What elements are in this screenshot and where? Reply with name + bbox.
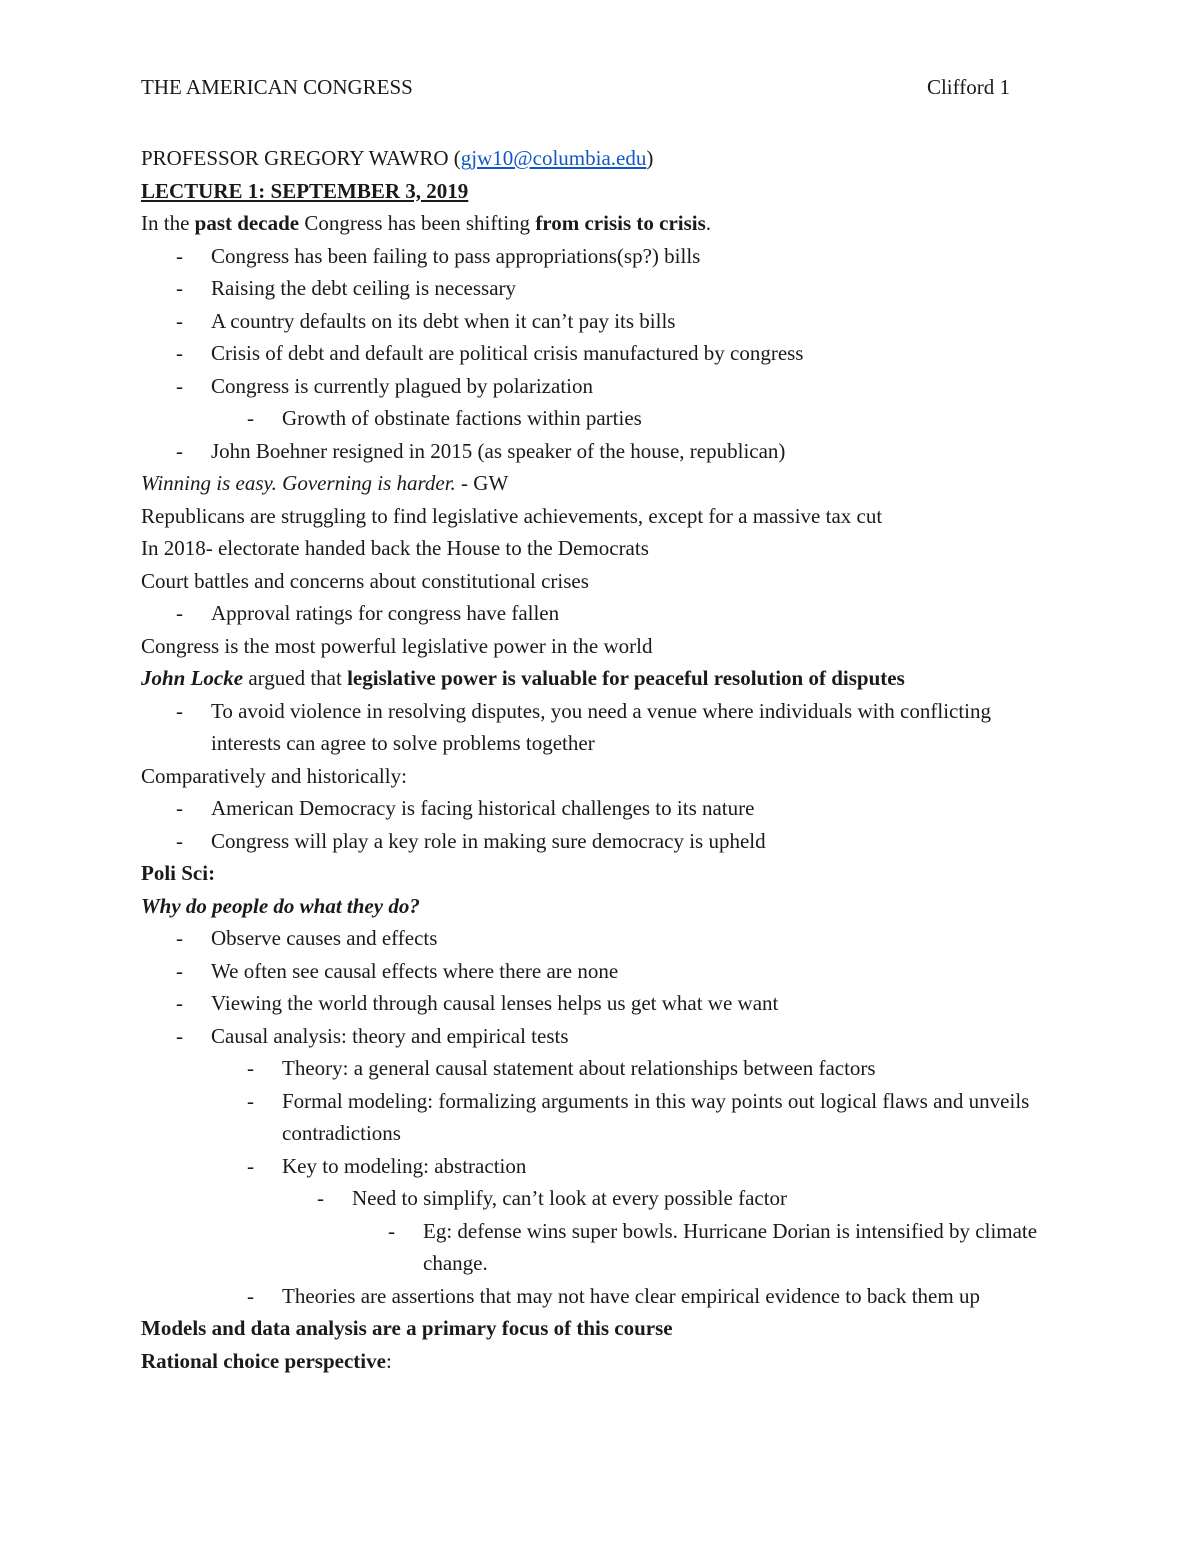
bullet-dash: -: [176, 991, 183, 1015]
list-item: [141, 825, 1061, 858]
list-item: [141, 792, 1061, 825]
text-line: Republicans are struggling to find legislative achievements, except for a massive tax cut: [141, 503, 883, 528]
bullet-dash: -: [176, 341, 183, 365]
email-link[interactable]: gjw10@columbia.edu: [460, 146, 647, 170]
bullet-dash: -: [247, 1088, 254, 1113]
list-item-text: To avoid violence in resolving disputes, you need a venue where individuals with conflicting interests can agree to solve problems together: [211, 698, 992, 755]
rational-tail: :: [385, 1348, 392, 1373]
page-number-label: Clifford 1: [926, 75, 1010, 99]
bullet-dash: -: [176, 796, 183, 820]
list-item: [141, 695, 1061, 760]
list-item-text: Viewing the world through causal lenses helps us get what we want: [211, 991, 779, 1015]
list-item: [141, 955, 1061, 988]
list-item-text: Crisis of debt and default are political crisis manufactured by congress: [211, 341, 804, 365]
list-item-text: Congress will play a key role in making sure democracy is upheld: [211, 828, 766, 853]
quote-attribution: - GW: [455, 471, 509, 495]
list-item: [141, 370, 1061, 403]
list-item: [141, 272, 1061, 305]
text-line: In 2018- electorate handed back the House to the Democrats: [141, 536, 649, 560]
list-item: [141, 1150, 1061, 1183]
list-item-text: Approval ratings for congress have fallen: [211, 601, 560, 625]
bullet-dash: -: [176, 698, 183, 723]
list-item-text: Observe causes and effects: [211, 926, 438, 950]
list-item-text: Key to modeling: abstraction: [282, 1153, 527, 1178]
intro-bold-1: past decade: [194, 211, 300, 235]
list-item: [141, 1182, 1061, 1215]
text-line: Court battles and concerns about constitutional crises: [141, 568, 589, 593]
professor-line: [141, 142, 1061, 175]
list-item-text: Congress is currently plagued by polarization: [211, 373, 593, 398]
list-item: [141, 1052, 1061, 1085]
list-item-text: Eg: defense wins super bowls. Hurricane Dorian is intensified by climate change.: [423, 1218, 1038, 1275]
bullet-dash: -: [176, 243, 183, 268]
list-item-text: A country defaults on its debt when it can’t pay its bills: [211, 308, 676, 333]
locke-bold: legislative power is valuable for peaceful resolution of disputes: [347, 666, 905, 690]
locke-line: [141, 662, 1061, 695]
bullet-dash: -: [176, 926, 183, 950]
quote-line: [141, 467, 1061, 500]
lecture-heading: LECTURE 1: SEPTEMBER 3, 2019: [141, 178, 469, 203]
document-body: [141, 142, 1061, 1377]
bullet-dash: -: [176, 958, 183, 983]
list-item-text: Causal analysis: theory and empirical tests: [211, 1023, 569, 1048]
list-item: [141, 1085, 1061, 1150]
section-question: Why do people do what they do?: [141, 893, 420, 918]
bullet-dash: -: [176, 276, 183, 300]
list-item: [141, 402, 1061, 435]
bullet-dash: -: [247, 406, 254, 430]
list-item: [141, 240, 1061, 273]
list-item: [141, 305, 1061, 338]
intro-text-3: .: [705, 211, 712, 235]
models-line: Models and data analysis are a primary focus of this course: [141, 1316, 673, 1340]
professor-suffix: ): [646, 146, 654, 170]
list-item-text: American Democracy is facing historical challenges to its nature: [211, 796, 755, 820]
course-title: THE AMERICAN CONGRESS: [141, 75, 413, 99]
list-item-text: Growth of obstinate factions within parties: [282, 406, 642, 430]
bullet-dash: -: [176, 308, 183, 333]
page-header: [141, 72, 1010, 102]
quote-text: Winning is easy. Governing is harder.: [141, 471, 456, 495]
list-item-text: Need to simplify, can’t look at every possible factor: [352, 1186, 788, 1210]
text-line: Comparatively and historically:: [141, 763, 407, 788]
list-item: [141, 922, 1061, 955]
intro-line: [141, 207, 1061, 240]
professor-prefix: PROFESSOR GREGORY WAWRO (: [141, 146, 461, 170]
list-item-text: Raising the debt ceiling is necessary: [211, 276, 517, 300]
text-line: Congress is the most powerful legislative power in the world: [141, 633, 653, 658]
list-item: [141, 987, 1061, 1020]
rational-line: [141, 1345, 1061, 1378]
intro-bold-2: from crisis to crisis: [535, 211, 706, 235]
intro-text-1: In the: [141, 211, 195, 235]
bullet-dash: -: [388, 1218, 395, 1243]
bullet-dash: -: [176, 438, 183, 463]
list-item-text: Theories are assertions that may not have clear empirical evidence to back them up: [282, 1283, 980, 1308]
list-item: [141, 597, 1061, 630]
bullet-dash: -: [176, 373, 183, 398]
list-item-text: We often see causal effects where there are none: [211, 958, 619, 983]
list-item: [141, 435, 1061, 468]
bullet-dash: -: [317, 1186, 324, 1210]
bullet-dash: -: [176, 601, 183, 625]
list-item-text: Theory: a general causal statement about relationships between factors: [282, 1056, 876, 1080]
intro-text-2: Congress has been shifting: [299, 211, 536, 235]
locke-mid: argued that: [243, 666, 348, 690]
bullet-dash: -: [247, 1056, 254, 1080]
list-item: [141, 1215, 1061, 1280]
section-heading: Poli Sci:: [141, 861, 216, 885]
list-item-text: Congress has been failing to pass appropriations(sp?) bills: [211, 243, 701, 268]
list-item: [141, 1280, 1061, 1313]
bullet-dash: -: [247, 1283, 254, 1308]
rational-bold: Rational choice perspective: [141, 1348, 386, 1373]
list-item-text: John Boehner resigned in 2015 (as speaker of the house, republican): [211, 438, 786, 463]
bullet-dash: -: [176, 828, 183, 853]
locke-name: John Locke: [141, 666, 244, 690]
bullet-dash: -: [247, 1153, 254, 1178]
bullet-dash: -: [176, 1023, 183, 1048]
list-item: [141, 1020, 1061, 1053]
list-item-text: Formal modeling: formalizing arguments in this way points out logical flaws and unveils contradictions: [282, 1088, 1030, 1145]
list-item: [141, 337, 1061, 370]
